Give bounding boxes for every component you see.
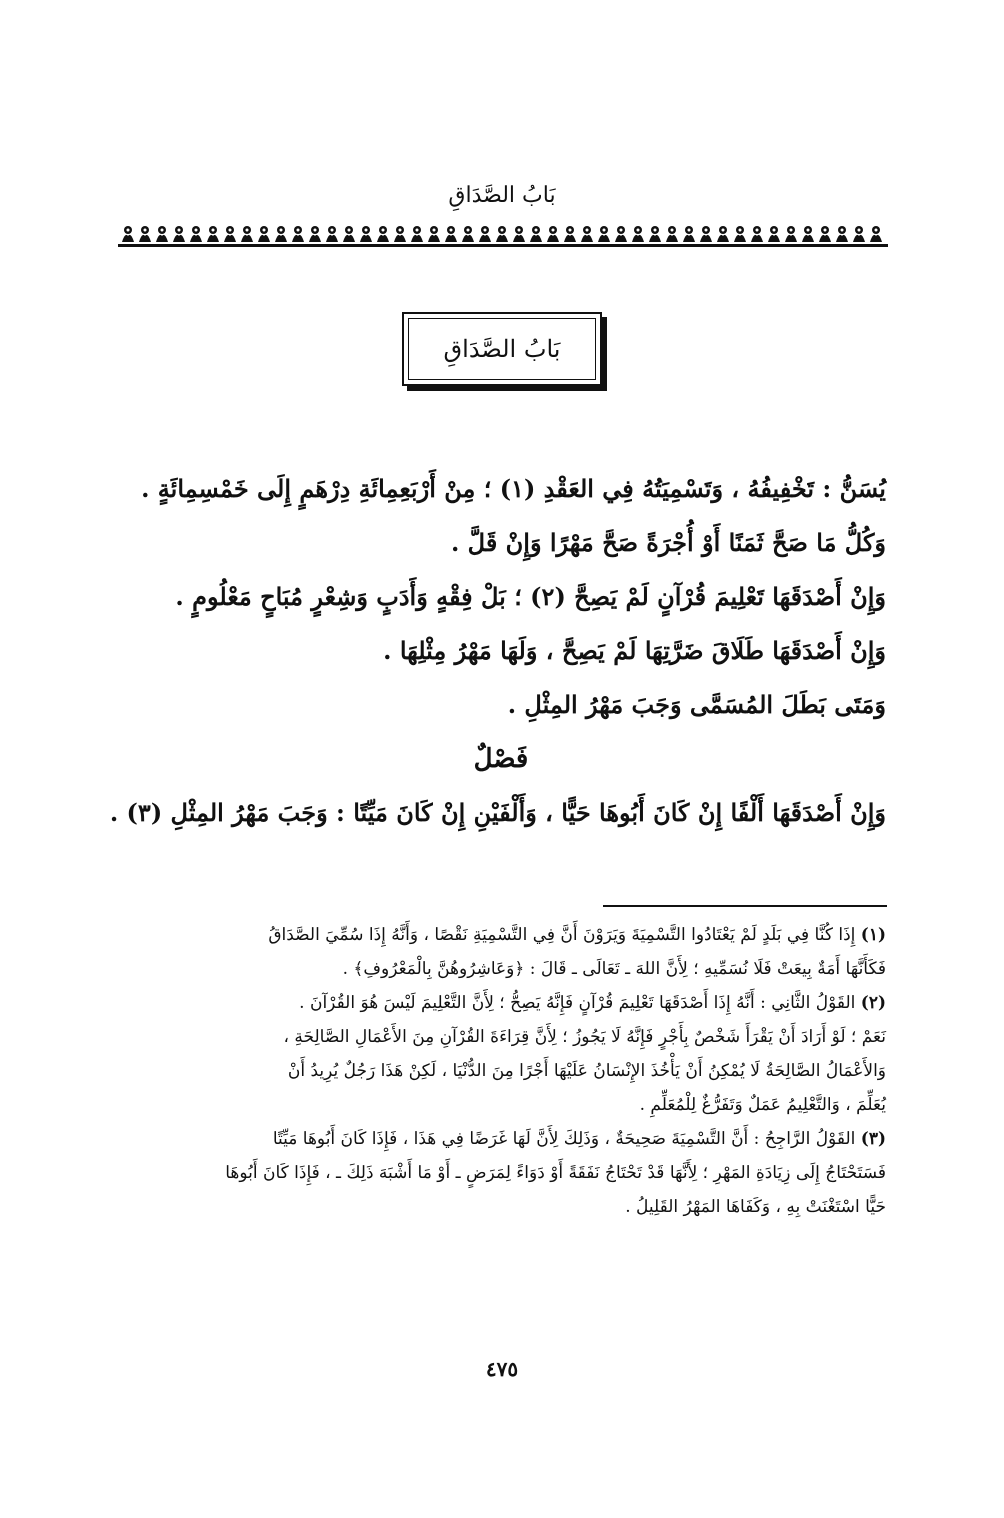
ornament-motif — [428, 226, 440, 242]
ornament-motif — [870, 226, 882, 242]
ornament-motif — [343, 226, 355, 242]
ornament-motif — [258, 226, 270, 242]
ornament-motif — [411, 226, 423, 242]
ornament-motif — [632, 226, 644, 242]
footnote-line: نَعَمْ ؛ لَوْ أَرَادَ أَنْ يَقْرَأَ شَخْصٌ بِأَجْرٍ فَإِنَّهُ لَا يَجُوزُ ؛ لِأَنَّ قِرَاءَةَ القُرْآنِ مِنَ الأَعْمَالِ الصَّالِحَةِ ، — [283, 1027, 886, 1047]
text-line: وَإِنْ أَصْدَقَهَا طَلَاقَ ضَرَّتِهَا لَمْ يَصِحَّ ، وَلَهَا مَهْرُ مِثْلِهَا . — [383, 636, 886, 665]
ornament-motif — [530, 226, 542, 242]
ornament-motif — [717, 226, 729, 242]
ornament-motif — [853, 226, 865, 242]
ornament-motif — [615, 226, 627, 242]
footnote-line: حَيًّا اسْتَغْنَتْ بِهِ ، وَكَفَاهَا المَهْرُ القَلِيلُ . — [625, 1197, 886, 1217]
ornament-motif — [802, 226, 814, 242]
ornament-motif — [479, 226, 491, 242]
footnote-line: فَسَتَحْتَاجُ إِلَى زِيَادَةِ المَهْرِ ؛ لِأَنَّهَا قَدْ تَحْتَاجُ نَفَقَةً أَوْ دَوَاءً لِمَرَضٍ ـ أَوْ مَا أَشْبَهَ ذَلِكَ ـ ، فَإِذَا كَانَ أَبُوهَا — [225, 1163, 886, 1183]
text-line: وَكُلُّ مَا صَحَّ ثَمَنًا أَوْ أُجْرَةً صَحَّ مَهْرًا وَإِنْ قَلَّ . — [450, 528, 886, 557]
ornament-motif — [462, 226, 474, 242]
ornament-motif — [309, 226, 321, 242]
ornament-motif — [683, 226, 695, 242]
footnote-number: (٢) — [860, 993, 886, 1013]
footnote-number: (٣) — [860, 1129, 886, 1149]
ornament-motif — [700, 226, 712, 242]
ornament-motif — [581, 226, 593, 242]
chapter-title: بَابُ الصَّدَاقِ — [408, 318, 596, 380]
ornament-motif — [224, 226, 236, 242]
running-head: بَابُ الصَّدَاقِ — [448, 183, 556, 208]
text-line: وَمَتَى بَطَلَ المُسَمَّى وَجَبَ مَهْرُ المِثْلِ . — [507, 690, 886, 719]
ornament-motif — [241, 226, 253, 242]
ornament-motif — [819, 226, 831, 242]
ornament-motif — [513, 226, 525, 242]
text-line: وَإِنْ أَصْدَقَهَا تَعْلِيمَ قُرْآنٍ لَمْ يَصِحَّ (٢) ؛ بَلْ فِقْهٍ وَأَدَبٍ وَشِعْرٍ مُبَاحٍ مَعْلُومٍ . — [175, 582, 886, 611]
ornament-motif — [547, 226, 559, 242]
ornament-motif — [173, 226, 185, 242]
ornament-motif — [496, 226, 508, 242]
main-text — [109, 462, 886, 840]
chapter-title-box — [402, 312, 602, 386]
ornament-pattern — [118, 222, 888, 248]
footnote-text: إِذَا كُنَّا فِي بَلَدٍ لَمْ يَعْتَادُوا التَّسْمِيَةَ وَيَرَوْنَ أَنَّ فِي التَّسْمِيَةِ نَقْصًا ، وَأَنَّهُ إِذَا سُمِّيَ الصَّدَاقُ — [268, 925, 856, 945]
footnote-text: القَوْلُ الثَّانِي : أَنَّهُ إِذَا أَصْدَقَهَا تَعْلِيمَ قُرْآنٍ فَإِنَّهُ يَصِحُّ ؛ لِأَنَّ التَّعْلِيمَ لَيْسَ هُوَ القُرْآنَ . — [299, 993, 856, 1013]
footnote-text: القَوْلُ الرَّاجِحُ : أَنَّ التَّسْمِيَةَ صَحِيحَةٌ ، وَذَلِكَ لِأَنَّ لَهَا غَرَضًا فِي هَذَا ، فَإِذَا كَانَ أَبُوهَا مَيِّتًا — [272, 1129, 856, 1149]
ornament-motif — [598, 226, 610, 242]
footnote-line — [116, 1122, 886, 1156]
ornament-motif — [190, 226, 202, 242]
ornament-motif — [751, 226, 763, 242]
section-heading: فَصْلٌ — [473, 744, 529, 774]
ornament-motif — [207, 226, 219, 242]
ornament-motif — [360, 226, 372, 242]
ornament-motif — [292, 226, 304, 242]
footnote-line — [116, 986, 886, 1020]
footnote-divider — [603, 905, 887, 907]
ornament-motif — [326, 226, 338, 242]
ornament-motif — [139, 226, 151, 242]
ornament-motif — [564, 226, 576, 242]
footnotes — [116, 918, 886, 1224]
text-line: يُسَنُّ : تَخْفِيفُهُ ، وَتَسْمِيَتُهُ فِي العَقْدِ (١) ؛ مِنْ أَرْبَعِمِائَةِ دِرْهَمٍ إِلَى خَمْسِمِائَةٍ . — [141, 474, 886, 503]
ornament-motif — [275, 226, 287, 242]
ornament-motif — [649, 226, 661, 242]
page-number: ٤٧٥ — [485, 1357, 519, 1381]
ornament-motif — [122, 226, 134, 242]
ornament-motif — [768, 226, 780, 242]
ornament-motif — [734, 226, 746, 242]
footnote-number: (١) — [860, 925, 886, 945]
text-line: وَإِنْ أَصْدَقَهَا أَلْفًا إِنْ كَانَ أَبُوهَا حَيًّا ، وَأَلْفَيْنِ إِنْ كَانَ مَيِّتًا : وَجَبَ مَهْرُ المِثْلِ (٣) . — [109, 798, 886, 827]
ornament-motif — [785, 226, 797, 242]
ornament-motif — [836, 226, 848, 242]
footnote-line — [116, 918, 886, 952]
footnote-line: وَالأَعْمَالُ الصَّالِحَةُ لَا يُمْكِنُ أَنْ يَأْخُذَ الإِنْسَانُ عَلَيْهَا أَجْرًا مِنَ الدُّنْيَا ، لَكِنْ هَذَا رَجُلٌ يُرِيدُ أَنْ — [287, 1061, 886, 1081]
ornament-motif — [445, 226, 457, 242]
ornament-motif — [394, 226, 406, 242]
footnote-line: يُعَلِّمَ ، وَالتَّعْلِيمُ عَمَلٌ وَتَفَرُّغٌ لِلْمُعَلِّمِ . — [639, 1095, 886, 1115]
ornament-motif — [377, 226, 389, 242]
ornament-motif — [156, 226, 168, 242]
ornamental-border — [118, 222, 888, 248]
footnote-line: فَكَأَنَّهَا أَمَةٌ بِيعَتْ فَلَا نُسَمِّيهِ ؛ لِأَنَّ اللهَ ـ تَعَالَى ـ قَالَ : ﴿وَعَاشِرُوهُنَّ بِالْمَعْرُوفِ﴾ . — [342, 959, 886, 979]
ornament-baseline — [118, 244, 888, 247]
ornament-motif — [666, 226, 678, 242]
